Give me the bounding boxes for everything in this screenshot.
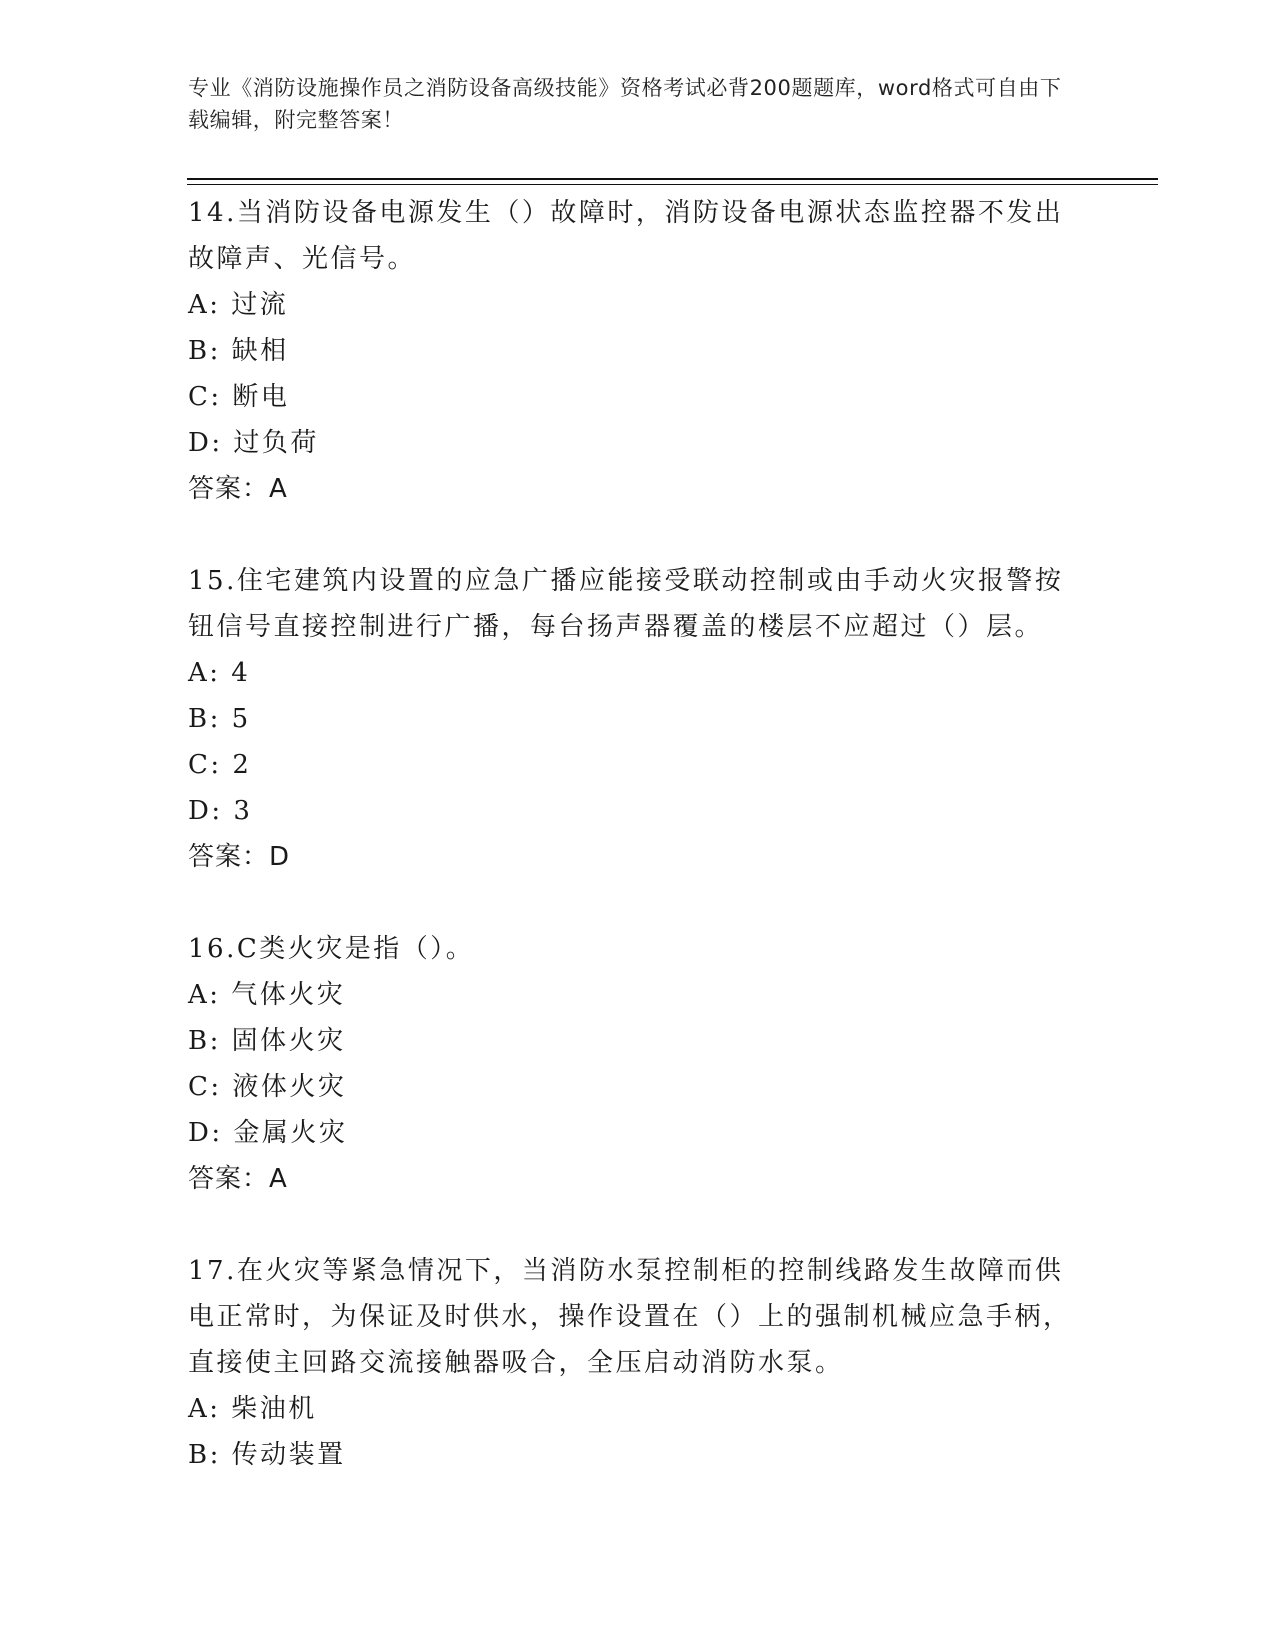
option-b: B: 5 — [188, 704, 251, 734]
question-text: 17.在火灾等紧急情况下，当消防水泵控制柜的控制线路发生故障而供电正常时，为保证及时供水，操作设置在（）上的强制机械应急手柄，直接使主回路交流接触器吸合，全压启动消防水泵。 — [188, 1256, 1072, 1378]
header-divider-thick — [187, 178, 1158, 180]
answer: 答案：A — [188, 1164, 288, 1194]
option-a: A: 气体火灾 — [188, 980, 346, 1010]
option-d: D: 金属火灾 — [188, 1118, 348, 1148]
option-d: D: 3 — [188, 796, 253, 826]
question-text: 15.住宅建筑内设置的应急广播应能接受联动控制或由手动火灾报警按钮信号直接控制进行广播，每台扬声器覆盖的楼层不应超过（）层。 — [188, 566, 1064, 642]
option-a: A: 4 — [188, 658, 251, 688]
question-list — [188, 190, 1088, 1524]
option-a: A: 过流 — [188, 290, 289, 320]
option-c: C: 2 — [188, 750, 252, 780]
question-17 — [188, 1248, 1088, 1478]
option-b: B: 缺相 — [188, 336, 289, 366]
option-b: B: 固体火灾 — [188, 1026, 346, 1056]
answer: 答案：D — [188, 842, 291, 872]
option-b: B: 传动装置 — [188, 1440, 346, 1470]
question-14 — [188, 190, 1088, 512]
option-c: C: 液体火灾 — [188, 1072, 347, 1102]
option-c: C: 断电 — [188, 382, 290, 412]
question-text: 16.C类火灾是指（）。 — [188, 934, 475, 964]
document-header: 专业《消防设施操作员之消防设备高级技能》资格考试必背200题题库，word格式可自由下载编辑，附完整答案！ — [188, 76, 1062, 132]
option-d: D: 过负荷 — [188, 428, 319, 458]
question-text: 14.当消防设备电源发生（）故障时，消防设备电源状态监控器不发出故障声、光信号。 — [188, 198, 1064, 274]
question-16 — [188, 926, 1088, 1202]
option-a: A: 柴油机 — [188, 1394, 317, 1424]
question-15 — [188, 558, 1088, 880]
header-divider-thin — [187, 184, 1158, 185]
answer: 答案：A — [188, 474, 288, 504]
